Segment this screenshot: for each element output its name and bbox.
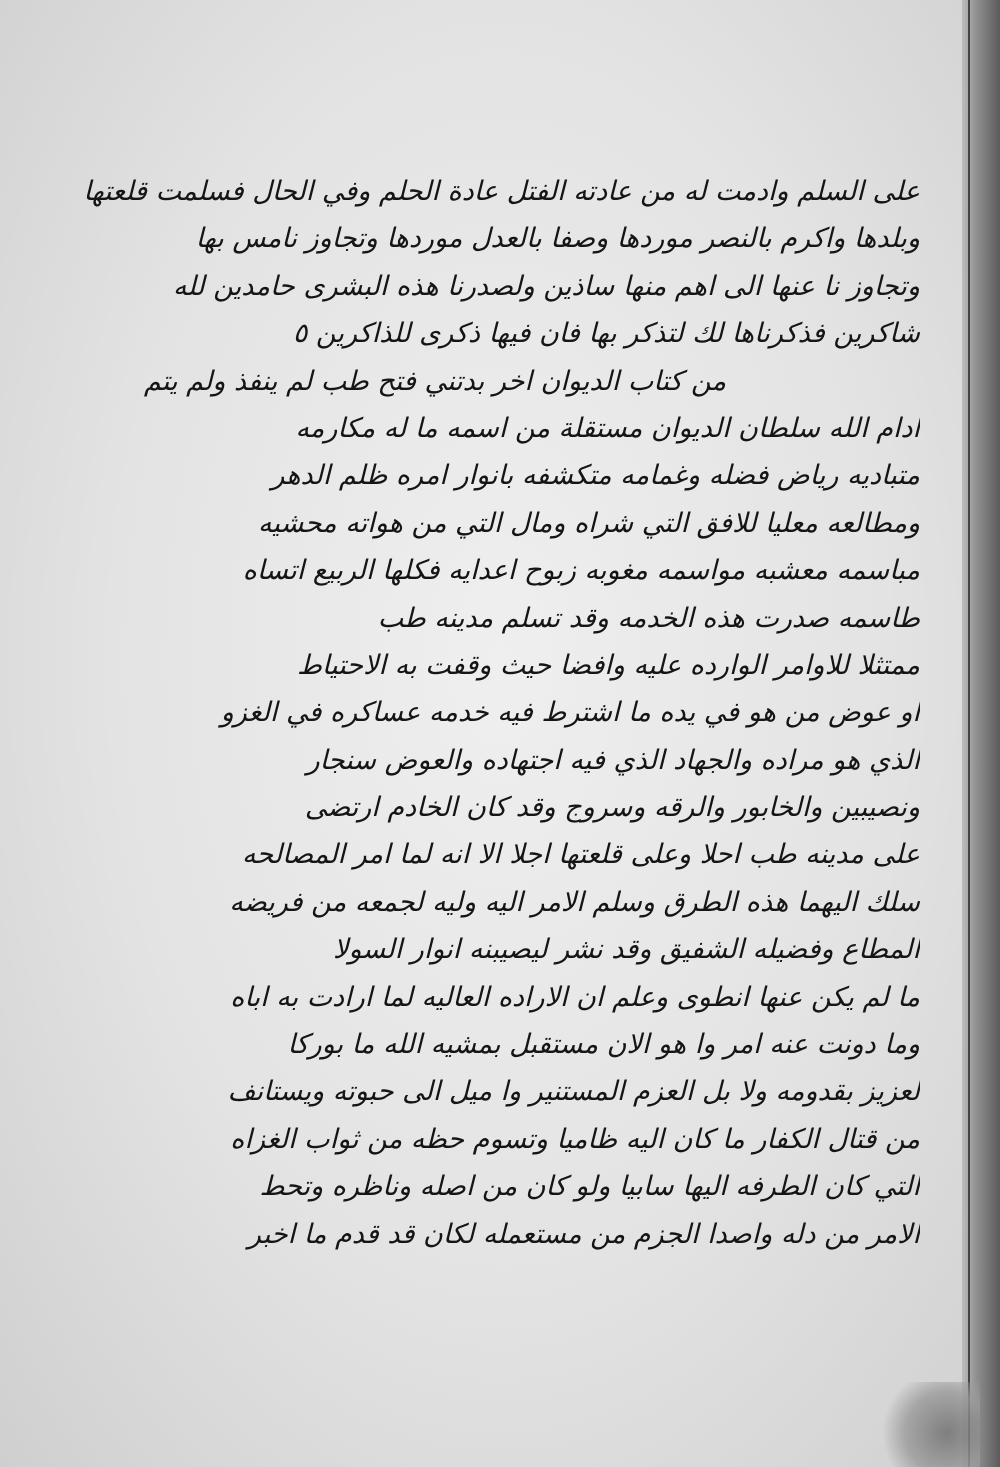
corner-stain [870,1382,980,1467]
text-line: ما لم يكن عنها انطوى وعلم ان الاراده العاليه لما ارادت به اباه [230,981,920,1013]
text-line: وبلدها واكرم بالنصر موردها وصفا بالعدل موردها وتجاوز نامس بها [195,223,920,255]
binding-edge [968,0,970,1467]
text-line: شاكرين فذكرناها لك لتذكر بها فان فيها ذكرى للذاكرين ٥ [292,318,920,350]
text-line: ممتثلا للاوامر الوارده عليه وافضا حيث وقفت به الاحتياط [296,649,920,681]
text-line: من قتال الكفار ما كان اليه ظاميا وتسوم حظه من ثواب الغزاه [230,1123,920,1155]
text-line: لعزيز بقدومه ولا بل العزم المستنير وا ميل الى حبوته ويستانف [227,1076,920,1108]
handwritten-text-block [70,168,920,1258]
text-line: وتجاوز نا عنها الى اهم منها ساذين ولصدرنا هذه البشرى حامدين لله [173,270,920,302]
text-line: التي كان الطرفه اليها سابيا ولو كان من اصله وناظره وتحط [259,1171,920,1203]
text-line: الذي هو مراده والجهاد الذي فيه اجتهاده والعوض سنجار [306,744,920,776]
text-line: على مدينه طب احلا وعلى قلعتها اجلا الا انه لما امر المصالحه [241,839,920,871]
text-line: الامر من دله واصدا الجزم من مستعمله لكان قد قدم ما اخبر [247,1218,920,1250]
section-heading: من كتاب الديوان اخر بدتني فتح طب لم ينفذ ولم يتم [143,365,727,397]
text-line: سلك اليهما هذه الطرق وسلم الامر اليه وليه لجمعه من فريضه [229,886,920,918]
text-line: ونصيبين والخابور والرقه وسروج وقد كان الخادم ارتضى [304,792,920,824]
text-line: ومطالعه معليا للافق التي شراه ومال التي من هواته محشيه [258,507,920,539]
text-line: ادام الله سلطان الديوان مستقلة من اسمه ما له مكارمه [295,412,920,444]
text-line: او عوض من هو في يده ما اشترط فيه خدمه عساكره في الغزو [220,697,920,729]
text-line: مباسمه معشبه مواسمه مغوبه زبوح اعدايه فكلها الربيع اتساه [242,555,920,587]
text-line: المطاع وفضيله الشفيق وقد نشر ليصيبنه انوار السولا [333,934,920,966]
text-line: متباديه رياض فضله وغمامه متكشفه بانوار امره ظلم الدهر [271,460,920,492]
text-line: طاسمه صدرت هذه الخدمه وقد تسلم مدينه طب [377,602,920,634]
text-line: على السلم وادمت له من عادته الفتل عادة الحلم وفي الحال فسلمت قلعتها [83,176,920,207]
text-line: وما دونت عنه امر وا هو الان مستقبل بمشيه الله ما بوركا [287,1029,920,1061]
